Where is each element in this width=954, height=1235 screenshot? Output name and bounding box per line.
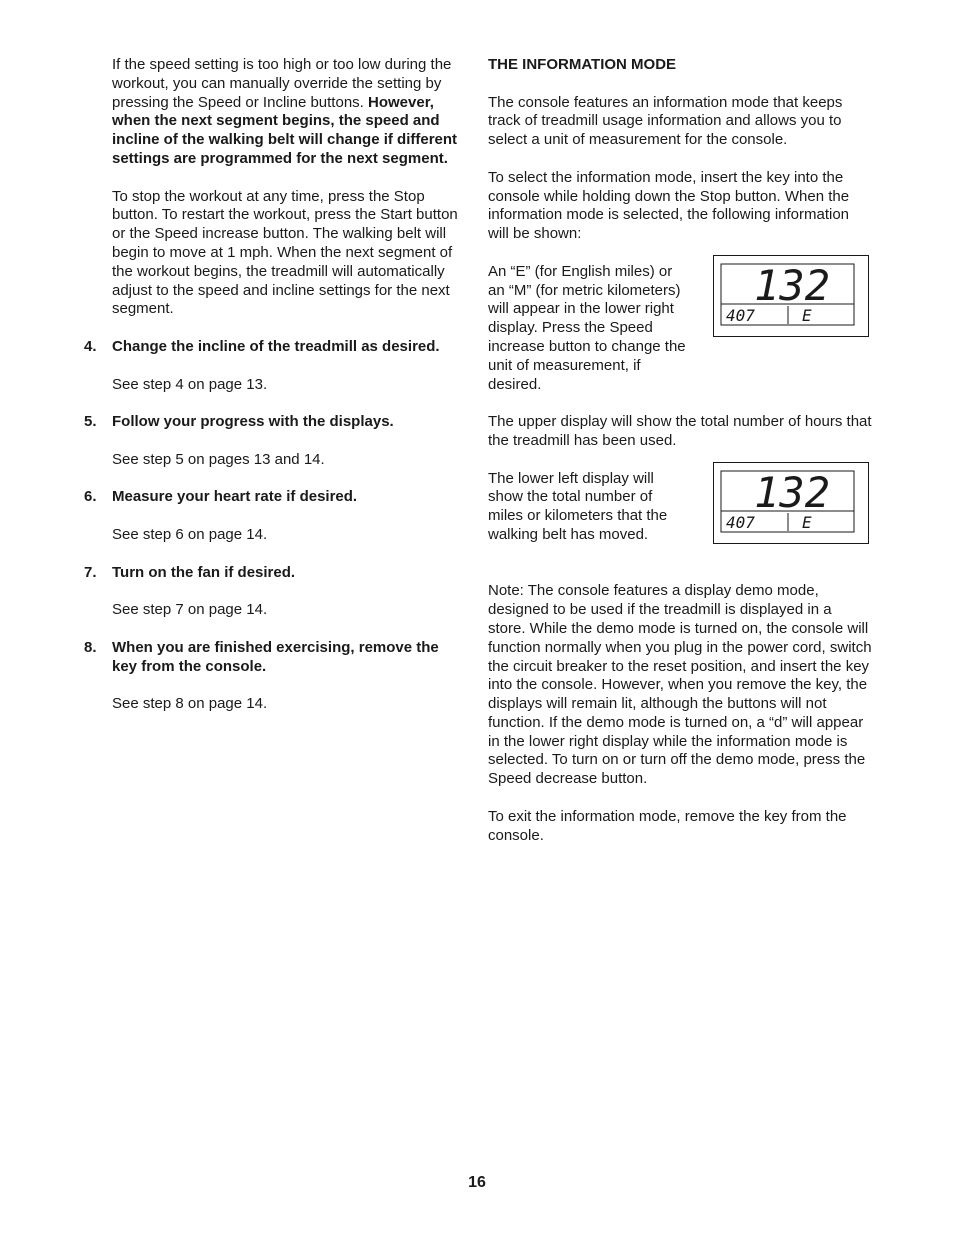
- info-mode-select: To select the information mode, insert the key into the console while holding down the Stop button. When the information mode is selected, the following information will be shown:: [488, 168, 850, 243]
- step-number: 8.: [84, 638, 97, 656]
- speed-override-text: If the speed setting is too high or too low during the workout, you can manually override the setting by pressing the Speed or Incline buttons.: [112, 56, 452, 111]
- lcd-lower-left-value: 407: [726, 305, 755, 325]
- step-heading: [84, 413, 464, 432]
- step-reference: See step 4 on page 13.: [112, 375, 268, 393]
- demo-mode-note: Note: The console features a display demo mode, designed to be used if the treadmill is displayed in a store. While the demo mode is turned on, the console will function normally when you plug in the power cord, switch the circuit breaker to the reset position, and insert the key into the console. However, when you remove the key, the displays will remain lit, although the buttons will not function. If the demo mode is turned on, a “d” will appear in the lower right display while the information mode is selected. To turn on or turn off the demo mode, press the Speed decrease button.: [488, 582, 872, 788]
- speed-override-paragraph: [112, 56, 464, 169]
- step-item: [84, 564, 464, 620]
- hours-paragraph: The upper display will show the total number of hours that the treadmill has been used.: [488, 413, 872, 449]
- left-column: [84, 56, 464, 733]
- info-mode-intro: The console features an information mode that keeps track of treadmill usage information and allows you to select a unit of measurement for the console.: [488, 93, 843, 149]
- right-column: [488, 56, 873, 845]
- distance-text: The lower left display will show the total number of miles or kilometers that the walking belt has moved.: [488, 469, 668, 543]
- step-item: [84, 338, 464, 394]
- step-title: Follow your progress with the displays.: [112, 413, 394, 431]
- step-title: Turn on the fan if desired.: [112, 563, 296, 581]
- speed-override-warning: However, when the next segment begins, the speed and incline of the walking belt will change if different settings are programmed for the next segment.: [112, 93, 458, 167]
- step-reference: See step 5 on pages 13 and 14.: [112, 450, 325, 468]
- lcd-screen: [714, 256, 867, 335]
- step-title: Measure your heart rate if desired.: [112, 488, 358, 506]
- step-title: Change the incline of the treadmill as desired.: [112, 337, 440, 355]
- step-heading: [84, 488, 464, 507]
- units-text: An “E” (for English miles) or an “M” (for metric kilometers) will appear in the lower right display. Press the Speed increase button to change the unit of measurement, if desired.: [488, 262, 686, 393]
- step-reference: See step 6 on page 14.: [112, 525, 268, 543]
- step-number: 5.: [84, 413, 97, 431]
- step-number: 7.: [84, 563, 97, 581]
- stop-workout-paragraph: To stop the workout at any time, press the Stop button. To restart the workout, press the Start button or the Speed increase button. The walking belt will begin to move at 1 mph. When the next segment of the workout begins, the treadmill will automatically adjust to the speed and incline settings for the next segment.: [112, 187, 458, 318]
- lcd-upper-value: 132: [754, 467, 830, 517]
- exit-info-mode: To exit the information mode, remove the key from the console.: [488, 807, 847, 844]
- step-heading: [84, 564, 464, 583]
- step-title: When you are finished exercising, remove the key from the console.: [112, 638, 439, 675]
- step-item: [84, 639, 464, 714]
- figure-row-distance: [488, 467, 873, 545]
- step-number: 4.: [84, 337, 97, 355]
- step-reference: See step 7 on page 14.: [112, 601, 268, 619]
- step-reference: See step 8 on page 14.: [112, 695, 268, 713]
- step-heading: [84, 338, 464, 357]
- console-display-illustration: [713, 462, 869, 544]
- lcd-lower-left-value: 407: [726, 512, 755, 532]
- lcd-screen: [714, 463, 867, 542]
- page-number: 16: [468, 1174, 486, 1191]
- figure-row-units: [488, 260, 873, 395]
- lcd-lower-right-value: E: [802, 305, 812, 325]
- lcd-upper-value: 132: [754, 260, 830, 310]
- console-display-illustration: [713, 255, 869, 337]
- step-heading: [84, 639, 464, 677]
- step-item: [84, 488, 464, 544]
- section-heading: THE INFORMATION MODE: [488, 56, 677, 73]
- lcd-lower-right-value: E: [802, 512, 812, 532]
- steps-list: [84, 338, 464, 714]
- step-item: [84, 413, 464, 469]
- step-number: 6.: [84, 488, 97, 506]
